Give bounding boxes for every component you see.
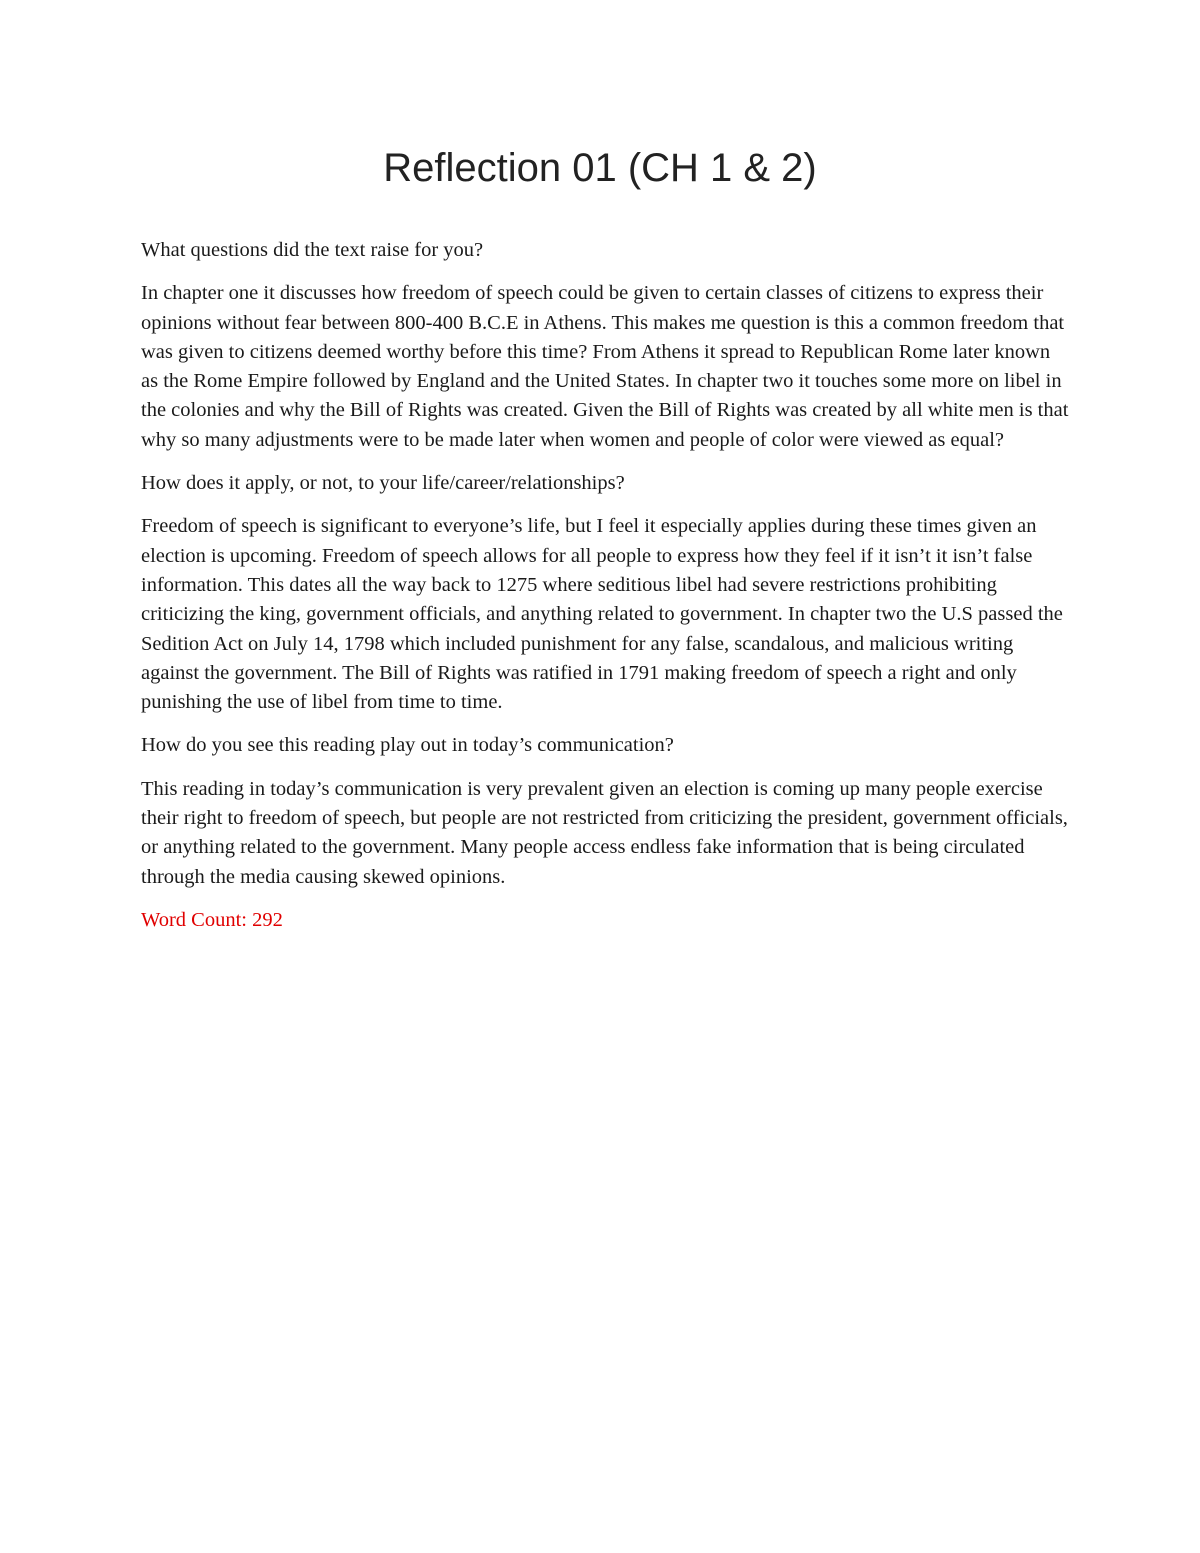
question-3: How do you see this reading play out in today’s communication? (141, 734, 674, 757)
document-body (141, 236, 1071, 949)
answer-3: This reading in today’s communication is very prevalent given an election is coming up many people exercise their right to freedom of speech, but people are not restricted from criticizing the president, government officials, or anything related to the government. Many people access endless fake information that is being circulated through the media causing skewed opinions. (141, 777, 1068, 888)
document-title: Reflection 01 (CH 1 & 2) (383, 146, 817, 190)
answer-1: In chapter one it discusses how freedom of speech could be given to certain classes of citizens to express their opinions without fear between 800-400 B.C.E in Athens. This makes me question is this a common freedom that was given to citizens deemed worthy before this time? From Athens it spread to Republican Rome later known as the Rome Empire followed by England and the United States. In chapter two it touches some more on libel in the colonies and why the Bill of Rights was created. Given the Bill of Rights was created by all white men is that why so many adjustments were to be made later when women and people of color were viewed as equal? (141, 282, 1069, 451)
word-count: Word Count: 292 (141, 908, 283, 931)
question-1: What questions did the text raise for you? (141, 239, 484, 261)
answer-2: Freedom of speech is significant to everyone’s life, but I feel it especially applies during these times given an election is upcoming. Freedom of speech allows for all people to express how they feel if it isn’t it isn’t false information. This dates all the way back to 1275 where seditious libel had severe restrictions prohibiting criticizing the king, government officials, and anything related to government. In chapter two the U.S passed the Sedition Act on July 14, 1798 which included punishment for any false, scandalous, and malicious writing against the government. The Bill of Rights was ratified in 1791 making freedom of speech a right and only punishing the use of libel from time to time. (141, 515, 1063, 714)
question-2: How does it apply, or not, to your life/career/relationships? (141, 472, 625, 495)
